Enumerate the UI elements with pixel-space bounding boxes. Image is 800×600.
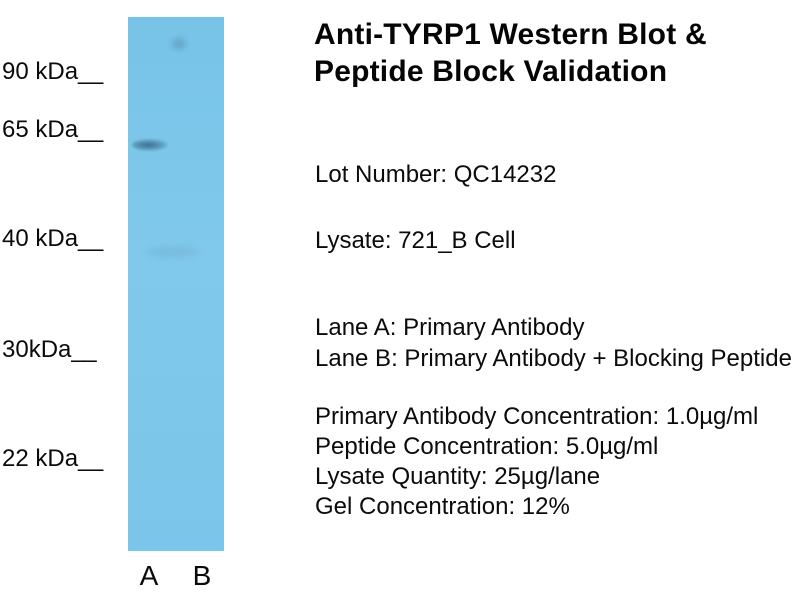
mw-marker-label: 22 kDa: [2, 445, 79, 472]
lot-number-text: Lot Number: QC14232: [315, 161, 557, 188]
mw-tick-line: __: [78, 58, 102, 85]
mw-marker-90kda: [2, 57, 102, 87]
mw-marker-label: 90 kDa: [2, 58, 79, 85]
protein-band-65kda-lane-a: [132, 139, 168, 151]
mw-marker-label: 40 kDa: [2, 225, 79, 252]
figure-title: [314, 16, 794, 90]
lysate-quantity-text: Lysate Quantity: 25µg/lane: [315, 463, 601, 490]
mw-marker-65kda: [2, 115, 102, 145]
gel-lane-image: [128, 17, 224, 551]
mw-marker-40kda: [2, 224, 102, 254]
mw-marker-label: 30kDa: [2, 336, 72, 363]
mw-tick-line: __: [78, 116, 102, 143]
lysate-text: Lysate: 721_B Cell: [315, 227, 516, 254]
assay-conditions: [315, 402, 758, 522]
figure-title-line-2: Peptide Block Validation: [314, 55, 668, 88]
gel-smudge-top: [172, 38, 186, 50]
mw-tick-line: __: [78, 445, 102, 472]
lane-descriptions: [315, 312, 792, 374]
lane-label-a: A: [139, 560, 159, 591]
mw-marker-22kda: [2, 444, 102, 474]
mw-marker-label: 65 kDa: [2, 116, 79, 143]
peptide-concentration-text: Peptide Concentration: 5.0µg/ml: [315, 433, 659, 460]
mw-tick-line: __: [78, 225, 102, 252]
mw-marker-30kda: [2, 335, 95, 365]
gel-smudge-mid: [146, 246, 200, 258]
lane-b-description: Lane B: Primary Antibody + Blocking Peptide: [315, 345, 792, 372]
mw-tick-line: __: [71, 336, 96, 363]
lane-label-b: B: [192, 560, 212, 591]
lane-a-description: Lane A: Primary Antibody: [315, 314, 585, 341]
gel-concentration-text: Gel Concentration: 12%: [315, 493, 570, 520]
figure-title-line-1: Anti-TYRP1 Western Blot &: [314, 18, 707, 51]
primary-antibody-concentration-text: Primary Antibody Concentration: 1.0µg/ml: [315, 403, 759, 430]
